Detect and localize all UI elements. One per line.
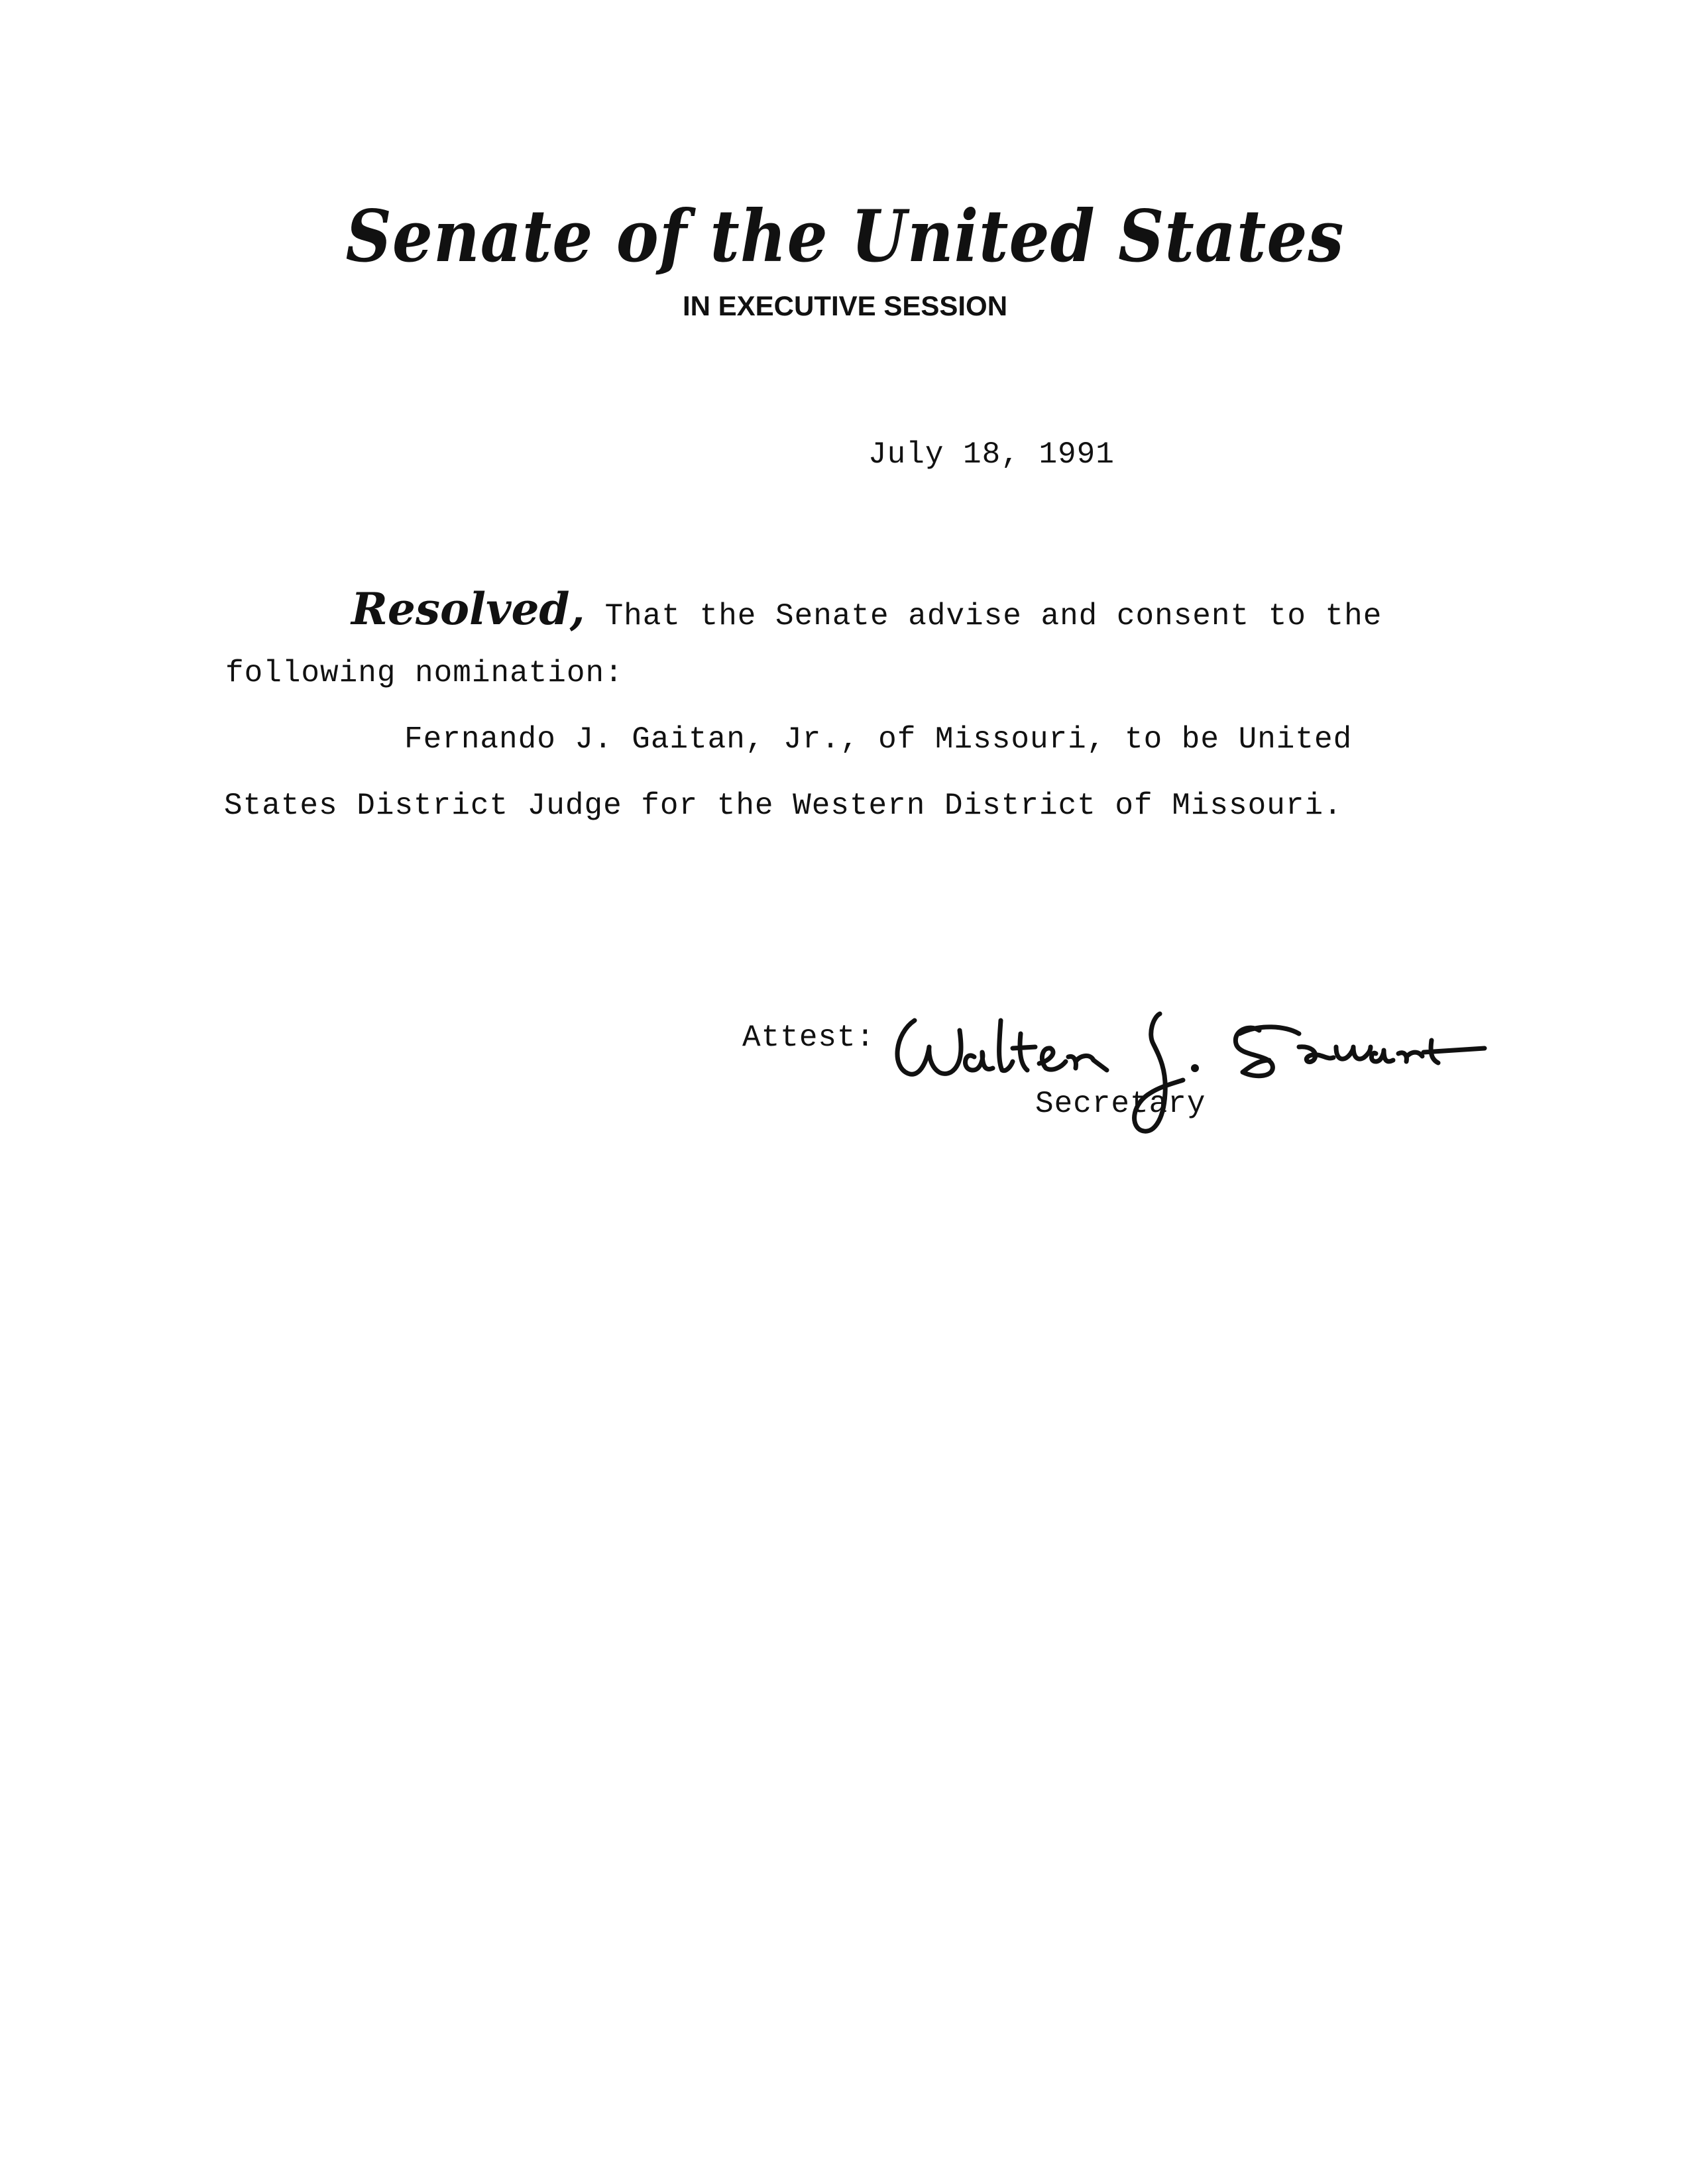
attest-label: Attest: bbox=[742, 1020, 875, 1055]
resolution-text-line-1: That the Senate advise and consent to the bbox=[604, 599, 1382, 633]
resolution-first-line bbox=[351, 583, 1382, 635]
secretary-title: Secretary bbox=[1035, 1087, 1206, 1121]
document-date: July 18, 1991 bbox=[868, 437, 1115, 472]
resolved-heading: Resolved, bbox=[351, 583, 585, 635]
nomination-text-line-2: States District Judge for the Western District of Missouri. bbox=[224, 789, 1343, 823]
nomination-text-line-1: Fernando J. Gaitan, Jr., of Missouri, to be United bbox=[404, 722, 1353, 757]
handwritten-signature bbox=[888, 994, 1498, 1146]
resolution-text-line-2: following nomination: bbox=[225, 656, 624, 690]
senate-masthead-title: Senate of the United States bbox=[345, 194, 1345, 278]
executive-session-subtitle: IN EXECUTIVE SESSION bbox=[682, 290, 1008, 321]
